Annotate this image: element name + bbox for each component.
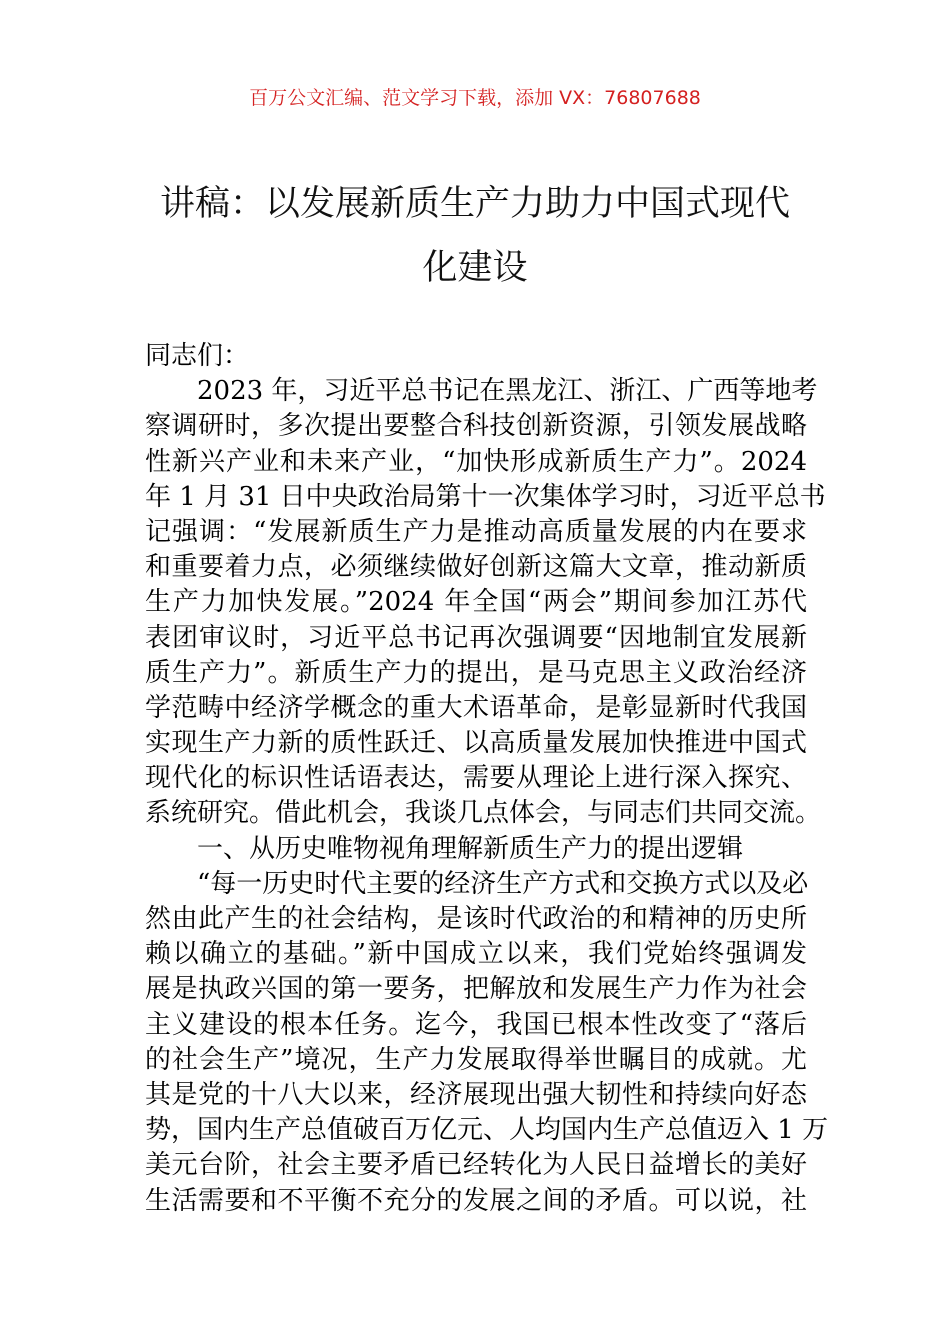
title-line-2: 化建设	[422, 248, 528, 288]
text-line: 表团审议时，习近平总书记再次强调要“因地制宜发展新	[145, 622, 807, 653]
salutation: 同志们：	[145, 341, 250, 371]
text-line: 生产力加快发展。”2024 年全国“两会”期间参加江苏代	[145, 587, 807, 618]
text-line: 学范畴中经济学概念的重大术语革命，是彰显新时代我国	[145, 692, 807, 723]
text-line: 实现生产力新的质性跃迁、以高质量发展加快推进中国式	[145, 728, 807, 759]
section-heading: 一、从历史唯物视角理解新质生产力的提出逻辑	[197, 833, 744, 864]
text-line: 和重要着力点，必须继续做好创新这篇大文章，推动新质	[145, 552, 807, 583]
promo-banner: 百万公文汇编、范文学习下载，添加 VX：76807688	[249, 87, 701, 109]
text-line: 展是执政兴国的第一要务，把解放和发展生产力作为社会	[145, 974, 807, 1005]
text-line: 其是党的十八大以来，经济展现出强大韧性和持续向好态	[145, 1079, 807, 1110]
text-line: 性新兴产业和未来产业，“加快形成新质生产力”。2024	[145, 446, 807, 477]
document-body	[145, 339, 829, 1219]
text-line: 的社会生产”境况，生产力发展取得举世瞩目的成就。尤	[145, 1044, 807, 1075]
text-line: 赖以确立的基础。”新中国成立以来，我们党始终强调发	[145, 939, 807, 970]
text-line: 系统研究。借此机会，我谈几点体会，与同志们共同交流。	[145, 798, 822, 829]
text-line: 年 1 月 31 日中央政治局第十一次集体学习时，习近平总书	[145, 481, 826, 512]
text-line: 主义建设的根本任务。迄今，我国已根本性改变了“落后	[145, 1009, 807, 1040]
text-line: 现代化的标识性话语表达，需要从理论上进行深入探究、	[145, 763, 807, 794]
text-line: “每一历史时代主要的经济生产方式和交换方式以及必	[197, 868, 809, 899]
text-line: 2023 年，习近平总书记在黑龙江、浙江、广西等地考	[197, 376, 818, 407]
text-line: 势，国内生产总值破百万亿元、人均国内生产总值迈入 1 万	[145, 1115, 829, 1146]
text-line: 然由此产生的社会结构，是该时代政治的和精神的历史所	[145, 904, 807, 934]
text-line: 察调研时，多次提出要整合科技创新资源，引领发展战略	[145, 411, 807, 442]
text-line: 记强调：“发展新质生产力是推动高质量发展的内在要求	[145, 516, 807, 547]
text-line: 生活需要和不平衡不充分的发展之间的矛盾。可以说，社	[145, 1185, 807, 1216]
text-line: 美元台阶，社会主要矛盾已经转化为人民日益增长的美好	[145, 1150, 807, 1181]
text-line: 质生产力”。新质生产力的提出，是马克思主义政治经济	[145, 657, 807, 688]
document-title	[145, 172, 805, 300]
title-line-1: 讲稿：以发展新质生产力助力中国式现代	[159, 184, 790, 224]
